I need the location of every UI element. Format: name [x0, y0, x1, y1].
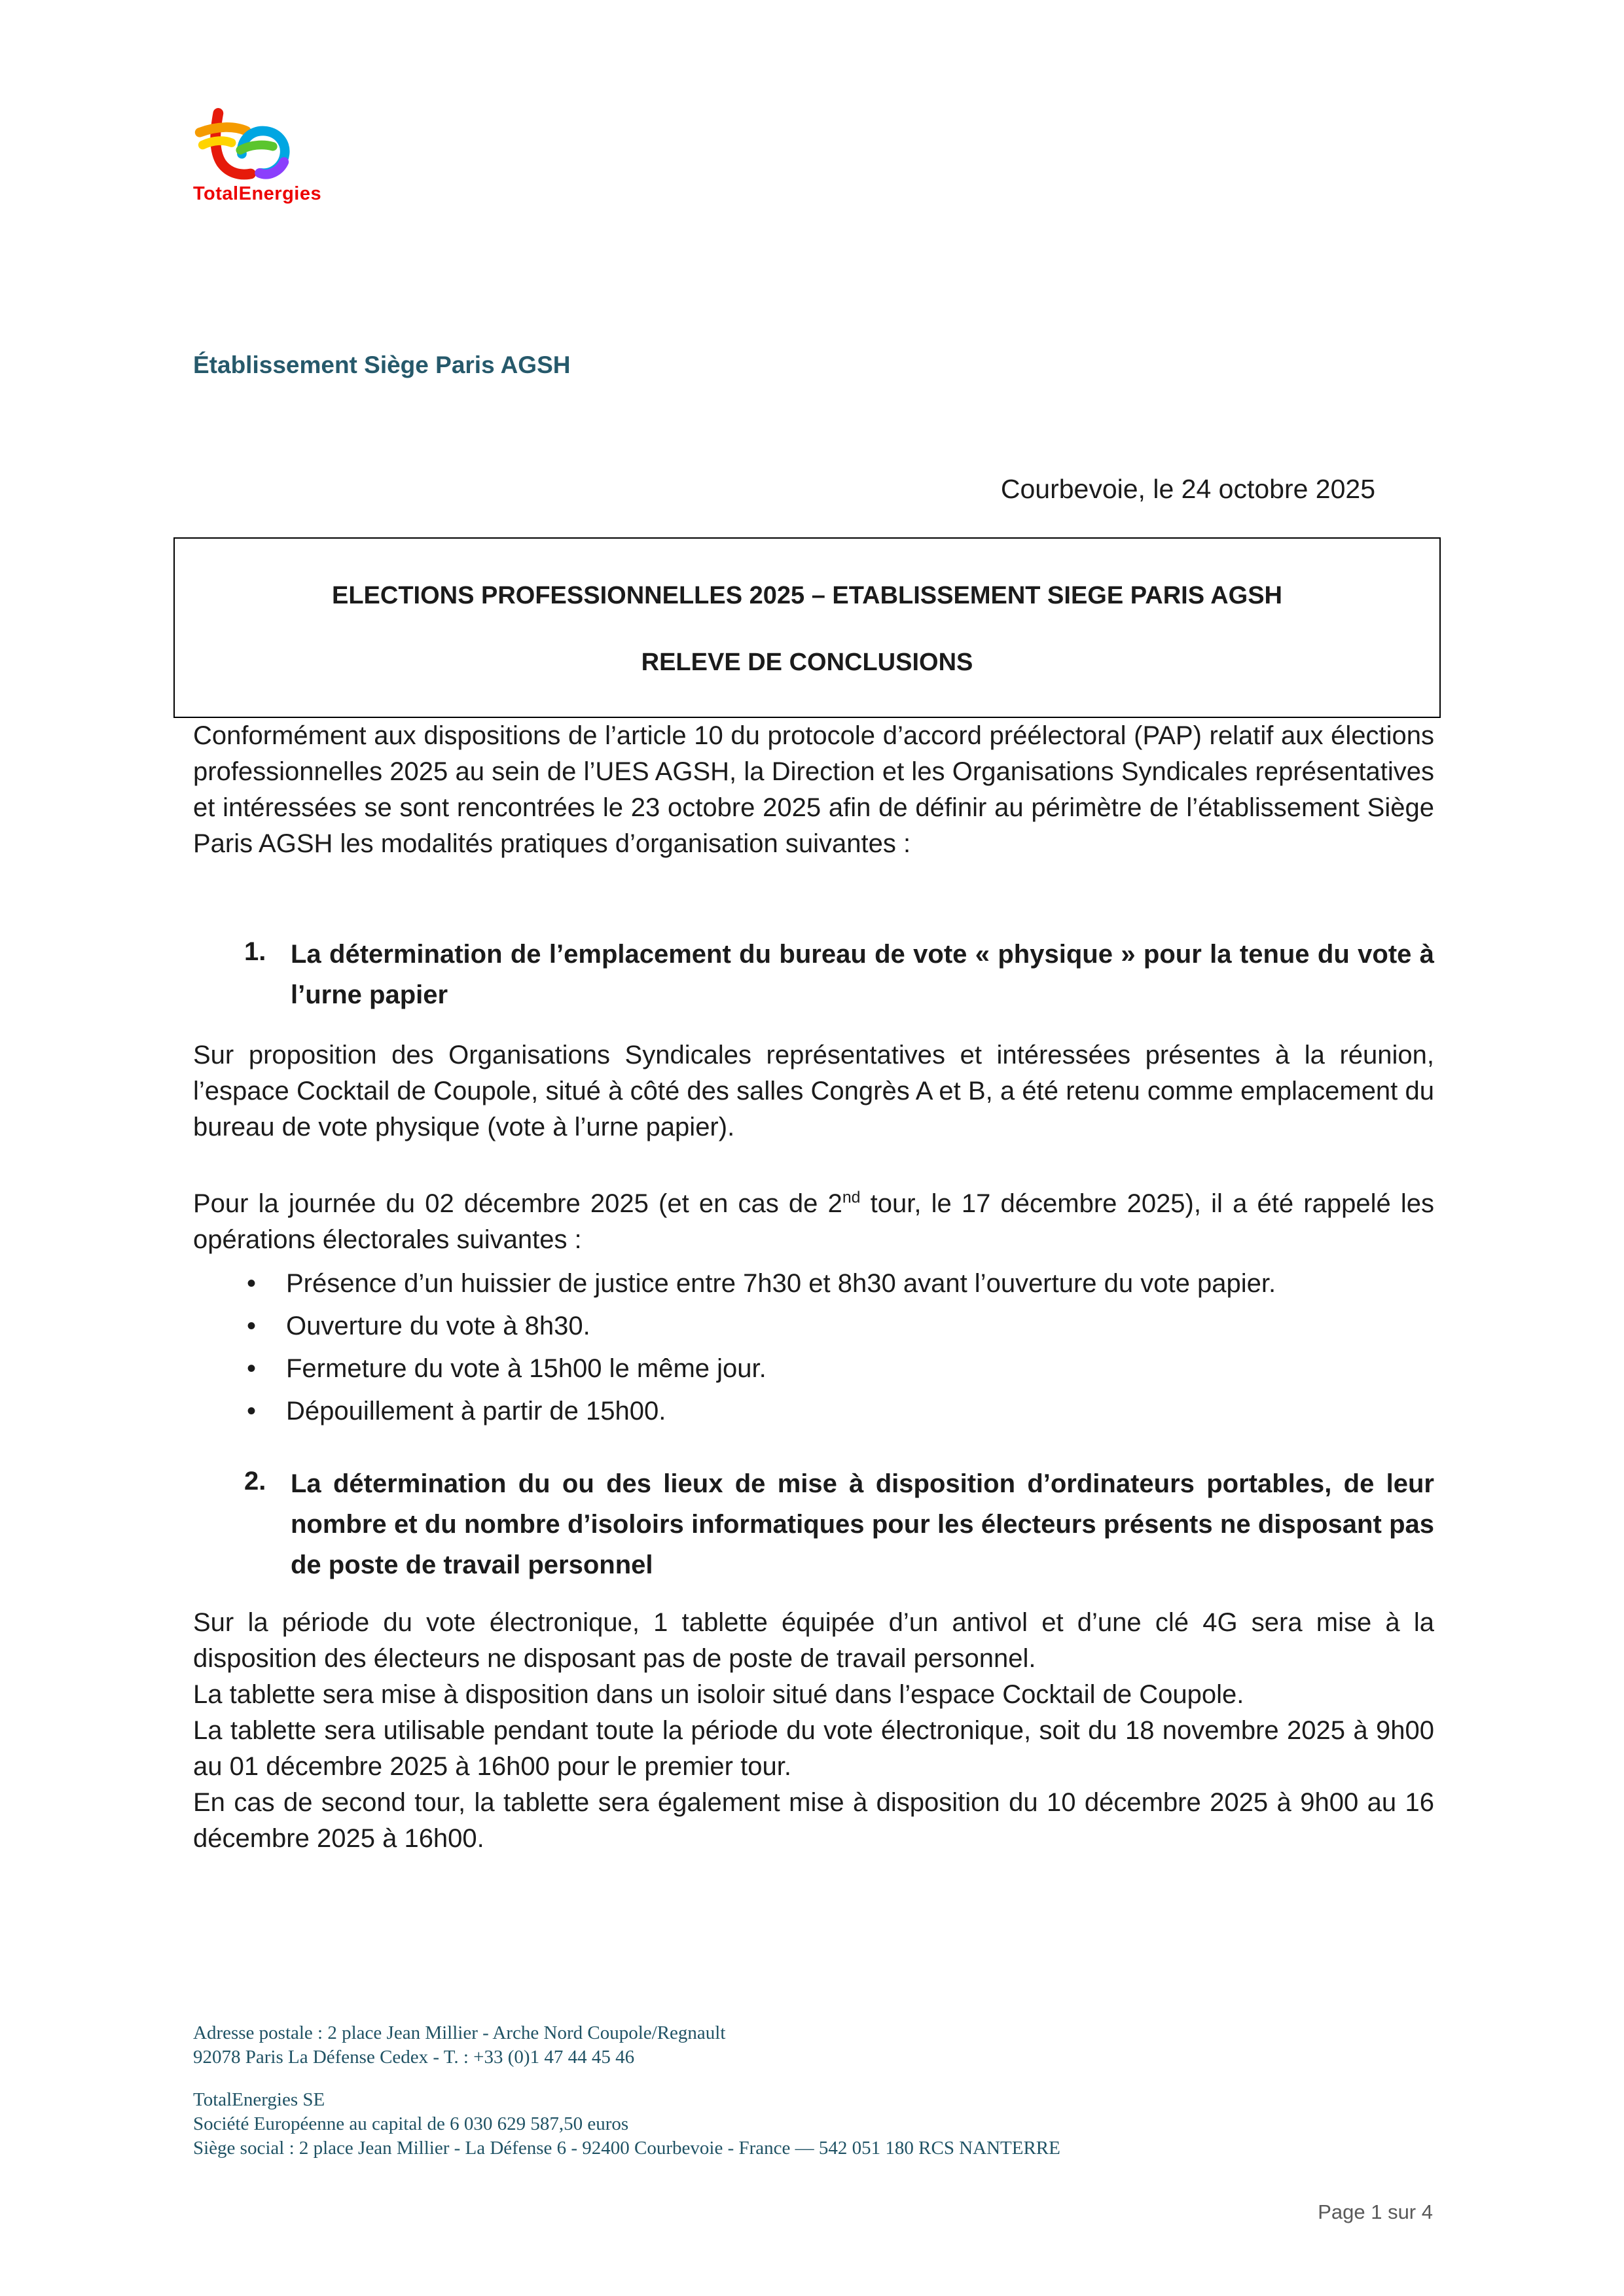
section-2-heading: [193, 1463, 1434, 1585]
company-legal-block: [193, 2088, 1434, 2161]
totalenergies-logo: [193, 108, 403, 204]
section-2-paragraph: En cas de second tour, la tablette sera également mise à disposition du 10 décembre 2025 à 9h00 au 16 décembre 2025 à 16h00.: [193, 1788, 1434, 1853]
page-number: Page 1 sur 4: [1318, 2200, 1433, 2223]
address-line: 92078 Paris La Défense Cedex - T. : +33 (0)1 47 44 45 46: [193, 2047, 635, 2068]
section-2-body: [193, 1605, 1434, 1857]
address-line: Adresse postale : 2 place Jean Millier - Arche Nord Coupole/Regnault: [193, 2022, 726, 2043]
title-line-2: RELEVE DE CONCLUSIONS: [641, 649, 973, 676]
postal-address-block: [193, 2021, 1434, 2070]
election-operations-list: [244, 1266, 1434, 1429]
company-line: TotalEnergies SE: [193, 2089, 325, 2110]
company-line: Société Européenne au capital de 6 030 629 587,50 euros: [193, 2113, 629, 2134]
intro-paragraph: Conformément aux dispositions de l’article 10 du protocole d’accord préélectoral (PAP) relatif aux élections professionnelles 2025 au sein de l’UES AGSH, la Direction et les Organisations Syndicales représentatives et intéressées se sont rencontrées le 23 octobre 2025 afin de définir au périmètre de l’établissement Siège Paris AGSH les modalités pratiques d’organisation suivantes :: [193, 721, 1434, 858]
brand-wordmark: TotalEnergies: [193, 183, 322, 204]
section-2-title: La détermination du ou des lieux de mise à disposition d’ordinateurs portables, de leur nombre et du nombre d’isoloirs informatiques pour les électeurs présents ne disposant pas de poste de travail personnel: [291, 1469, 1434, 1579]
page-footer: [193, 2021, 1434, 2161]
section-2-number: 2.: [244, 1467, 266, 1496]
section-1-paragraph: Sur proposition des Organisations Syndicales représentatives et intéressées présentes à la réunion, l’espace Cocktail de Coupole, situé à côté des salles Congrès A et B, a été retenu comme emplacement du bureau de vote physique (vote à l’urne papier).: [193, 1041, 1434, 1141]
section-1-title: La détermination de l’emplacement du bureau de vote « physique » pour la tenue du vote à l’urne papier: [291, 940, 1434, 1009]
title-box: [173, 537, 1441, 718]
section-1-number: 1.: [244, 937, 266, 966]
company-line: Siège social : 2 place Jean Millier - La Défense 6 - 92400 Courbevoie - France — 542 051 180 RCS NANTERRE: [193, 2138, 1060, 2159]
list-item: • Ouverture du vote à 8h30.: [244, 1308, 1434, 1344]
section-1-heading: [193, 934, 1434, 1015]
establishment-heading: Établissement Siège Paris AGSH: [193, 351, 571, 378]
totalenergies-te-mark-icon: [193, 108, 403, 182]
dateline: Courbevoie, le 24 octobre 2025: [1000, 474, 1375, 504]
section-2-paragraph: Sur la période du vote électronique, 1 tablette équipée d’un antivol et d’une clé 4G sera mise à la disposition des électeurs ne disposant pas de poste de travail personnel.: [193, 1608, 1434, 1673]
tour-text-after: tour, le 17 décembre 2025), il a été rappelé les opérations électorales suivantes :: [193, 1189, 1434, 1254]
list-item: • Présence d’un huissier de justice entre 7h30 et 8h30 avant l’ouverture du vote papier.: [244, 1266, 1434, 1302]
list-item: • Dépouillement à partir de 15h00.: [244, 1393, 1434, 1429]
section-2-paragraph: La tablette sera utilisable pendant toute la période du vote électronique, soit du 18 novembre 2025 à 9h00 au 01 décembre 2025 à 16h00 pour le premier tour.: [193, 1716, 1434, 1781]
tour-text-before: Pour la journée du 02 décembre 2025 (et en cas de 2: [193, 1189, 842, 1218]
section-1-tour-paragraph: [193, 1186, 1434, 1258]
section-2-paragraph: La tablette sera mise à disposition dans un isoloir situé dans l’espace Cocktail de Coupole.: [193, 1680, 1244, 1709]
title-line-1: ELECTIONS PROFESSIONNELLES 2025 – ETABLISSEMENT SIEGE PARIS AGSH: [331, 582, 1282, 609]
ordinal-superscript: nd: [842, 1189, 861, 1207]
list-item: • Fermeture du vote à 15h00 le même jour.: [244, 1351, 1434, 1387]
